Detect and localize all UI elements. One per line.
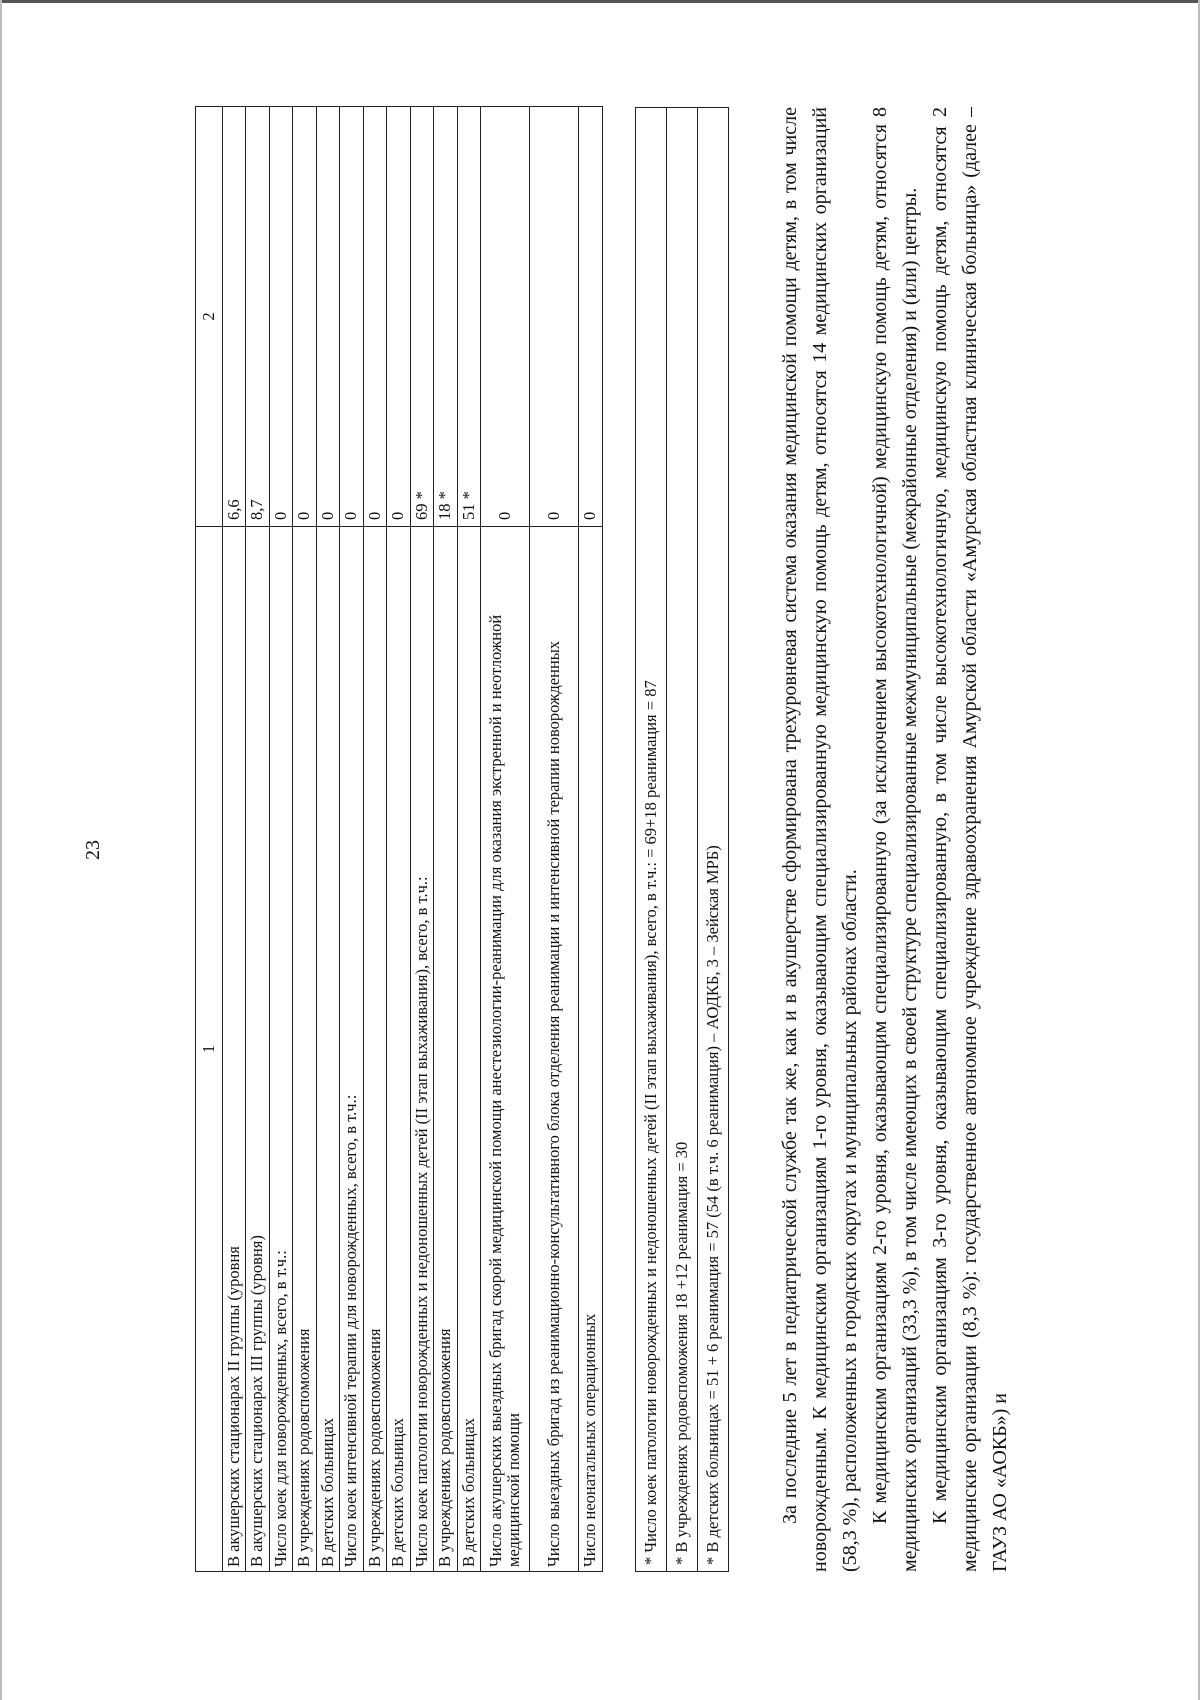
beds-table bbox=[195, 106, 603, 1572]
row-label: В акушерских стационарах II группы (уровня bbox=[223, 527, 246, 1572]
footnote-text: * Число коек патологии новорожденных и недоношенных детей (II этап выхаживания), всего, в т.ч.: = 69+18 реанимация = 87 bbox=[636, 108, 667, 1572]
footnote-text: * В детских больницах = 51 + 6 реанимация = 57 (54 (в т.ч. 6 реанимация) – АОДКБ, 3 – Зейская МРБ) bbox=[698, 108, 729, 1572]
row-label: В детских больницах bbox=[316, 527, 339, 1572]
row-value: 0 bbox=[293, 107, 316, 527]
table-header-row bbox=[196, 107, 223, 1572]
row-value: 69 * bbox=[410, 107, 433, 527]
row-label: Число выездных бригад из реанимационно-консультативного блока отделения реанимации и интенсивной терапии новорожденных bbox=[530, 527, 579, 1572]
row-value: 0 bbox=[387, 107, 410, 527]
table-row bbox=[579, 107, 602, 1572]
row-value: 0 bbox=[579, 107, 602, 527]
table-row bbox=[246, 107, 269, 1572]
row-value: 0 bbox=[269, 107, 292, 527]
page-number: 23 bbox=[82, 840, 104, 860]
table-row bbox=[410, 107, 433, 1572]
paragraph: К медицинским организациям 3-го уровня, оказывающим специализированную, в том числе высокотехнологичную, медицинскую помощь детям, относятся 2 медицинские организации (8,3 %): государственное автономное учреждение здравоохранения Амурской области «Амурская областная клиническая больница» (далее – ГАУЗ АО «АОКБ») и bbox=[929, 107, 1011, 1572]
row-label: Число коек интенсивной терапии для новорожденных, всего, в т.ч.: bbox=[340, 527, 363, 1572]
row-label: Число коек для новорожденных, всего, в т.ч.: bbox=[269, 527, 292, 1572]
footnote-row bbox=[667, 108, 698, 1572]
row-label: В детских больницах bbox=[387, 527, 410, 1572]
row-label: В учреждениях родовспоможения bbox=[293, 527, 316, 1572]
row-label: В учреждениях родовспоможения bbox=[434, 527, 457, 1572]
table-row bbox=[457, 107, 480, 1572]
footnotes-table bbox=[635, 107, 729, 1572]
table-row bbox=[434, 107, 457, 1572]
row-label: Число акушерских выездных бригад скорой медицинской помощи анестезиологии-реанимации для оказания экстренной и неотложной медицинской помощи bbox=[481, 527, 530, 1572]
header-cell-1: 1 bbox=[196, 527, 223, 1572]
row-label: В детских больницах bbox=[457, 527, 480, 1572]
table-row bbox=[340, 107, 363, 1572]
row-label: В учреждениях родовспоможения bbox=[363, 527, 386, 1572]
row-value: 0 bbox=[530, 107, 579, 527]
row-value: 8,7 bbox=[246, 107, 269, 527]
table-row bbox=[481, 107, 530, 1572]
table-row bbox=[387, 107, 410, 1572]
table-row bbox=[363, 107, 386, 1572]
row-value: 0 bbox=[340, 107, 363, 527]
header-cell-2: 2 bbox=[196, 107, 223, 527]
paragraph: К медицинским организациям 2-го уровня, оказывающим специализированную (за исключением высокотехнологичной) медицинскую помощь детям, относятся 8 медицинских организаций (33,3 %), в том числе имеющих в своей структуре специализированные межмуниципальные (межрайонные отделения) и (или) центры. bbox=[869, 107, 921, 1572]
row-value: 0 bbox=[316, 107, 339, 527]
table-row bbox=[223, 107, 246, 1572]
table-row bbox=[293, 107, 316, 1572]
row-value: 51 * bbox=[457, 107, 480, 527]
footnote-row bbox=[698, 108, 729, 1572]
row-value: 18 * bbox=[434, 107, 457, 527]
row-value: 6,6 bbox=[223, 107, 246, 527]
row-label: В акушерских стационарах III группы (уровня) bbox=[246, 527, 269, 1572]
footnote-row bbox=[636, 108, 667, 1572]
body-text bbox=[775, 107, 1015, 1572]
table-row bbox=[316, 107, 339, 1572]
paragraph: За последние 5 лет в педиатрической службе так же, как и в акушерстве сформирована трехуровневая система оказания медицинской помощи детям, в том числе новорожденным. К медицинским организациям 1-го уровня, оказывающим специализированную медицинскую помощь детям, относятся 14 медицинских организаций (58,3 %), расположенных в городских округах и муниципальных районах области. bbox=[779, 107, 861, 1572]
table-row bbox=[269, 107, 292, 1572]
row-label: Число коек патологии новорожденных и недоношенных детей (II этап выхаживания), всего, в т.ч.: bbox=[410, 527, 433, 1572]
row-value: 0 bbox=[481, 107, 530, 527]
footnote-text: * В учреждениях родовспоможения 18 +12 реанимация = 30 bbox=[667, 108, 698, 1572]
row-value: 0 bbox=[363, 107, 386, 527]
row-label: Число неонатальных операционных bbox=[579, 527, 602, 1572]
table-row bbox=[530, 107, 579, 1572]
